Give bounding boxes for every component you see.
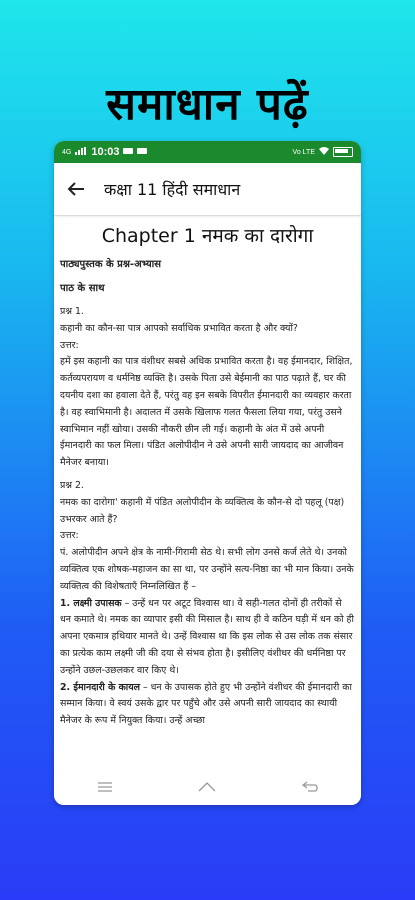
question-label: प्रश्न 2. bbox=[60, 479, 84, 491]
chapter-title: Chapter 1 नमक का दारोगा bbox=[101, 225, 314, 247]
question-1 bbox=[60, 304, 355, 472]
answer-label: उत्तर: bbox=[60, 339, 79, 351]
app-title: कक्षा 11 हिंदी समाधान bbox=[104, 180, 241, 199]
system-nav-bar bbox=[54, 769, 361, 805]
status-bar bbox=[54, 141, 361, 163]
home-icon[interactable] bbox=[187, 775, 227, 799]
point-1-text: – उन्हें धन पर अटूट विश्वास था। वे सही-गलत दोनों ही तरीकों से धन कमाते थे। नमक का व्यापार इसी की मिसाल है। साथ ही वे कठिन घड़ी में धन को ही अपना एकमात्र हथियार मानते थे। उन्हें विश्वास था कि इस लोक से उस लोक तक संसार का प्रत्येक काम लक्ष्मी जी की दया से संभव होता है। इसीलिए वंशीधर की धर्मनिष्ठा पर उन्होंने उछल-उछलकर वार किए थे। bbox=[60, 597, 354, 676]
question-text: कहानी का कौन-सा पात्र आपको सर्वाधिक प्रभावित करता है और क्यों? bbox=[60, 322, 298, 334]
question-label: प्रश्न 1. bbox=[60, 306, 84, 317]
network-indicator: 4G bbox=[62, 148, 72, 156]
answer-text: हमें इस कहानी का पात्र वंशीधर सबसे अधिक प्रभावित करता है। वह ईमानदार, शिक्षित, कर्तव्यपरायण व धर्मनिष्ठ व्यक्ति है। उसके पिता उसे बेईमानी का पाठ पढ़ाते हैं, घर की दयनीय दशा का हवाला देते हैं, परंतु वह इन सबके विपरीत ईमानदारी का व्यवहार करता है। वह स्वाभिमानी है। अदालत में उसके खिलाफ गलत फैसला लिया गया, परंतु उसने स्वाभिमान नहीं खोया। उसकी नौकरी छीन ली गई। कहानी के अंत में उसे अपनी ईमानदारी का फल मिला। पंडित अलोपीदीन ने उसे अपनी सारी जायदाद का आजीवन मैनेजर बनाया। bbox=[60, 356, 353, 469]
back-icon[interactable] bbox=[290, 775, 330, 799]
subsection-heading: पाठ के साथ bbox=[60, 283, 105, 294]
point-1-label: 1. लक्ष्मी उपासक bbox=[60, 597, 122, 609]
notification-icon bbox=[123, 147, 133, 158]
point-2-label: 2. ईमानदारी के कायल bbox=[60, 681, 141, 693]
menu-icon[interactable] bbox=[85, 775, 125, 799]
signal-icon bbox=[75, 147, 87, 158]
wifi-icon bbox=[319, 147, 329, 157]
question-text: नमक का दारोगा' कहानी में पंडित अलोपीदीन के व्यक्तित्व के कौन-से दो पहलू (पक्ष) उभरकर आते हैं? bbox=[60, 496, 345, 525]
content-area[interactable] bbox=[54, 216, 361, 770]
promo-title: समाधान पढ़ें bbox=[106, 79, 309, 130]
app-bar bbox=[54, 163, 361, 216]
status-time: 10:03 bbox=[91, 146, 120, 158]
notification-icon-2 bbox=[137, 147, 147, 158]
answer-text: पं. अलोपीदीन अपने क्षेत्र के नामी-गिरामी सेठ थे। सभी लोग उनसे कर्ज लेते थे। उनको व्यक्तित्व एक शोषक-महाजन का सा था, पर उन्होंने सत्य-निष्ठा का भी मान किया। उनके व्यक्तित्व की विशेषताएँ निम्नलिखित हैं – bbox=[60, 547, 354, 592]
phone-screen bbox=[54, 141, 361, 805]
battery-icon bbox=[333, 147, 353, 157]
section-heading: पाठ्यपुस्तक के प्रश्न-अभ्यास bbox=[60, 259, 162, 270]
question-2 bbox=[60, 478, 355, 730]
back-arrow-icon[interactable] bbox=[64, 177, 88, 201]
answer-label: उत्तर: bbox=[60, 530, 79, 542]
point-2-text: – धन के उपासक होते हुए भी उन्होंने वंशीधर की ईमानदारी का सम्मान किया। वे स्वयं उसके द्वार पर पहुँचे और उसे अपनी सारी जायदाद का स्थायी मैनेजर के रूप में नियुक्त किया। उन्हें अच्छा bbox=[60, 681, 352, 727]
volte-label: Vo LTE bbox=[292, 148, 315, 156]
